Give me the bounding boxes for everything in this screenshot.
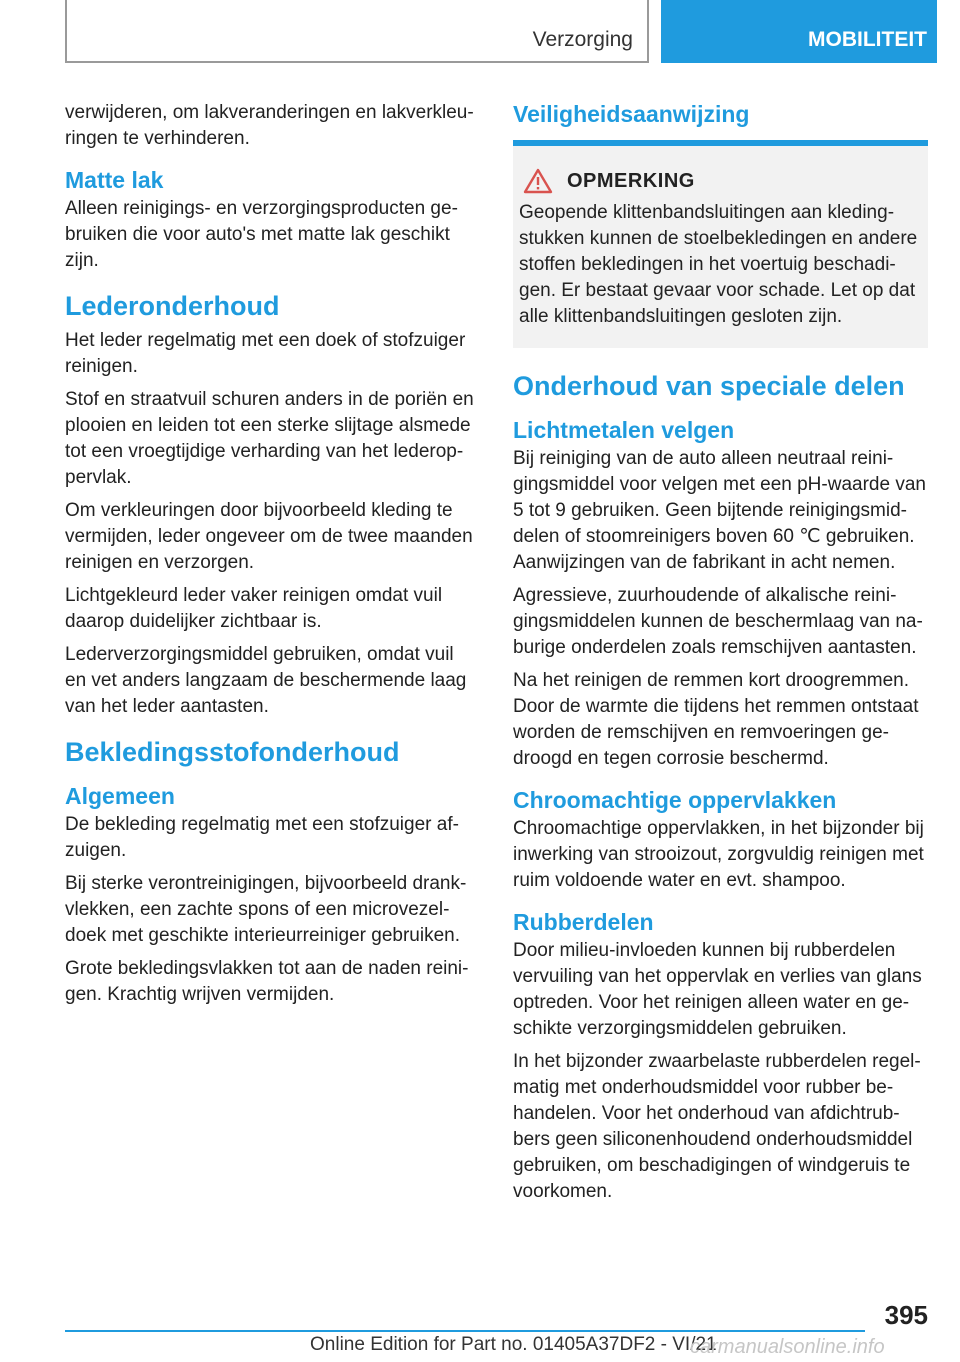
warning-note-title: OPMERKING: [567, 169, 695, 192]
heading-lichtmetalen-velgen: Lichtmetalen velgen: [513, 417, 735, 443]
warning-triangle-icon: [523, 168, 553, 194]
header-chapter-tab: MOBILITEIT: [661, 0, 937, 63]
paragraph-velgen-2: Agressieve, zuurhoudende of alkalische reinigingsmiddelen kunnen de beschermlaag van naburige onderdelen zoals remschijven aantasten.: [513, 585, 923, 658]
paragraph-leder-2: Stof en straatvuil schuren anders in de poriën en plooien en leiden tot een sterke slijtage alsmede tot een vroegtijdige verharding van het lederoppervlak.: [65, 389, 474, 488]
footer-watermark: carmanualsonline.info: [690, 1336, 885, 1358]
heading-chroomachtige-oppervlakken: Chroomachtige oppervlakken: [513, 787, 837, 813]
paragraph-algemeen-3: Grote bekledingsvlakken tot aan de naden reinigen. Krachtig wrijven vermijden.: [65, 958, 469, 1005]
warning-note-header: [519, 168, 922, 194]
paragraph-leder-4: Lichtgekleurd leder vaker reinigen omdat vuil daarop duidelijker zichtbaar is.: [65, 585, 443, 632]
left-column: [65, 100, 477, 1015]
heading-lederonderhoud: Lederonderhoud: [65, 291, 280, 321]
paragraph-velgen-1: Bij reiniging van de auto alleen neutraal reinigingsmiddel voor velgen met een pH-waarde van 5 tot 9 gebruiken. Geen bijtende reinigingsmiddelen of stoomreinigers boven 60 ℃ gebruiken. Aanwijzingen van de fabrikant in acht nemen.: [513, 448, 926, 573]
heading-bekledingsstofonderhoud: Bekledingsstofonderhoud: [65, 737, 400, 767]
warning-note-text: Geopende klittenbandsluitingen aan kledingstukken kunnen de stoelbekledingen en andere stoffen bekledingen in het voertuig beschadigen. Er bestaat gevaar voor schade. Let op dat alle klittenbandsluitingen gesloten zijn.: [519, 202, 918, 327]
paragraph-leder-3: Om verkleuringen door bijvoorbeeld kleding te vermijden, leder ongeveer om de twee maanden reinigen en verzorgen.: [65, 500, 473, 573]
paragraph-chroom: Chroomachtige oppervlakken, in het bijzonder bij inwerking van strooizout, zorgvuldig reinigen met ruim voldoende water en evt. shampoo.: [513, 818, 924, 891]
paragraph-leder-1: Het leder regelmatig met een doek of stofzuiger reinigen.: [65, 330, 466, 377]
paragraph-intro: verwijderen, om lakveranderingen en lakverkleuringen te verhinderen.: [65, 102, 474, 149]
paragraph-leder-5: Lederverzorgingsmiddel gebruiken, omdat vuil en vet anders langzaam de beschermende laag van het leder aantasten.: [65, 644, 467, 717]
heading-matte-lak: Matte lak: [65, 167, 164, 193]
warning-note-box: [513, 146, 928, 348]
paragraph-algemeen-1: De bekleding regelmatig met een stofzuiger afzuigen.: [65, 814, 459, 861]
footer-edition: Online Edition for Part no. 01405A37DF2 - VI/21: [310, 1334, 717, 1355]
right-column: [513, 100, 928, 1212]
heading-onderhoud-speciale-delen: Onderhoud van speciale delen: [513, 371, 905, 401]
header-section-title: Verzorging: [532, 28, 633, 51]
heading-rubberdelen: Rubberdelen: [513, 909, 654, 935]
paragraph-rubber-1: Door milieu-invloeden kunnen bij rubberdelen vervuiling van het oppervlak en verlies van glans optreden. Voor het reinigen alleen water en geschikte verzorgingsmiddelen gebruiken.: [513, 940, 922, 1039]
header-section-box: [65, 0, 649, 63]
heading-veiligheidsaanwijzing: Veiligheidsaanwijzing: [513, 101, 750, 127]
paragraph-algemeen-2: Bij sterke verontreinigingen, bijvoorbeeld drankvlekken, een zachte spons of een microvezeldoek met geschikte interieurreiniger gebruiken.: [65, 873, 467, 946]
heading-algemeen: Algemeen: [65, 783, 175, 809]
paragraph-rubber-2: In het bijzonder zwaarbelaste rubberdelen regelmatig met onderhoudsmiddel voor rubber behandelen. Voor het onderhoud van afdichtrubbers geen siliconenhoudend onderhoudsmiddel gebruiken, om beschadigingen of windgeruis te voorkomen.: [513, 1051, 921, 1202]
page-number: 395: [884, 1300, 928, 1330]
paragraph-matte: Alleen reinigings- en verzorgingsproducten gebruiken die voor auto's met matte lak geschikt zijn.: [65, 198, 458, 271]
footer-rule: [65, 1330, 865, 1332]
paragraph-velgen-3: Na het reinigen de remmen kort droogremmen. Door de warmte die tijdens het remmen ontstaat worden de remschijven en remvoeringen gedroogd en tegen corrosie beschermd.: [513, 670, 919, 769]
